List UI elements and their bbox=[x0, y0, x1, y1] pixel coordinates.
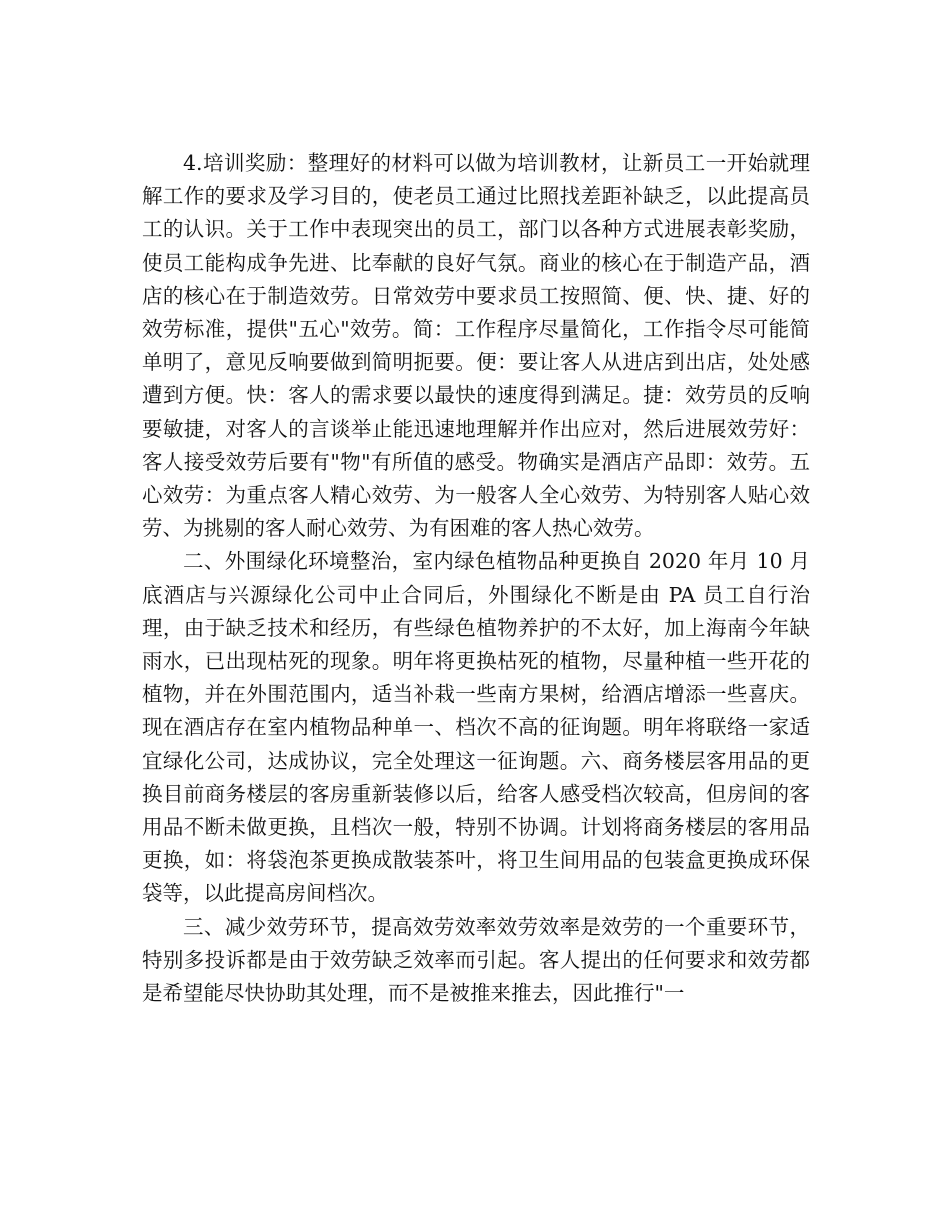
paragraph-service-efficiency: 三、减少效劳环节，提高效劳效率效劳效率是效劳的一个重要环节，特别多投诉都是由于效劳缺乏效率而引起。客人提出的任何要求和效劳都是希望能尽快协助其处理，而不是被推来推去，因此推行"一 bbox=[142, 914, 810, 1006]
document-body bbox=[142, 147, 810, 1010]
paragraph-greening-environment: 二、外围绿化环境整治，室内绿色植物品种更换自 2020 年月 10 月底酒店与兴源绿化公司中止合同后，外围绿化不断是由 PA 员工自行治理，由于缺乏技术和经历，有些绿色植物养护的不太好，加上海南今年缺雨水，已出现枯死的现象。明年将更换枯死的植物，尽量种植一些开花的植物，并在外围范围内，适当补栽一些南方果树，给酒店增添一些喜庆。现在酒店存在室内植物品种单一、档次不高的征询题。明年将联络一家适宜绿化公司，达成协议，完全处理这一征询题。六、商务楼层客用品的更换目前商务楼层的客房重新装修以后，给客人感受档次较高，但房间的客用品不断未做更换，且档次一般，特别不协调。计划将商务楼层的客用品更换，如：将袋泡茶更换成散装茶叶，将卫生间用品的包装盒更换成环保袋等，以此提高房间档次。 bbox=[142, 549, 810, 906]
paragraph-training-rewards: 4.培训奖励：整理好的材料可以做为培训教材，让新员工一开始就理解工作的要求及学习目的，使老员工通过比照找差距补缺乏，以此提高员工的认识。关于工作中表现突出的员工，部门以各种方式进展表彰奖励，使员工能构成争先进、比奉献的良好气氛。商业的核心在于制造产品，酒店的核心在于制造效劳。日常效劳中要求员工按照简、便、快、捷、好的效劳标准，提供"五心"效劳。简：工作程序尽量简化，工作指令尽可能简单明了，意见反响要做到简明扼要。便：要让客人从进店到出店，处处感遭到方便。快：客人的需求要以最快的速度得到满足。捷：效劳员的反响要敏捷，对客人的言谈举止能迅速地理解并作出应对，然后进展效劳好：客人接受效劳后要有"物"有所值的感受。物确实是酒店产品即：效劳。五心效劳：为重点客人精心效劳、为一般客人全心效劳、为特别客人贴心效劳、为挑剔的客人耐心效劳、为有困难的客人热心效劳。 bbox=[142, 151, 810, 541]
